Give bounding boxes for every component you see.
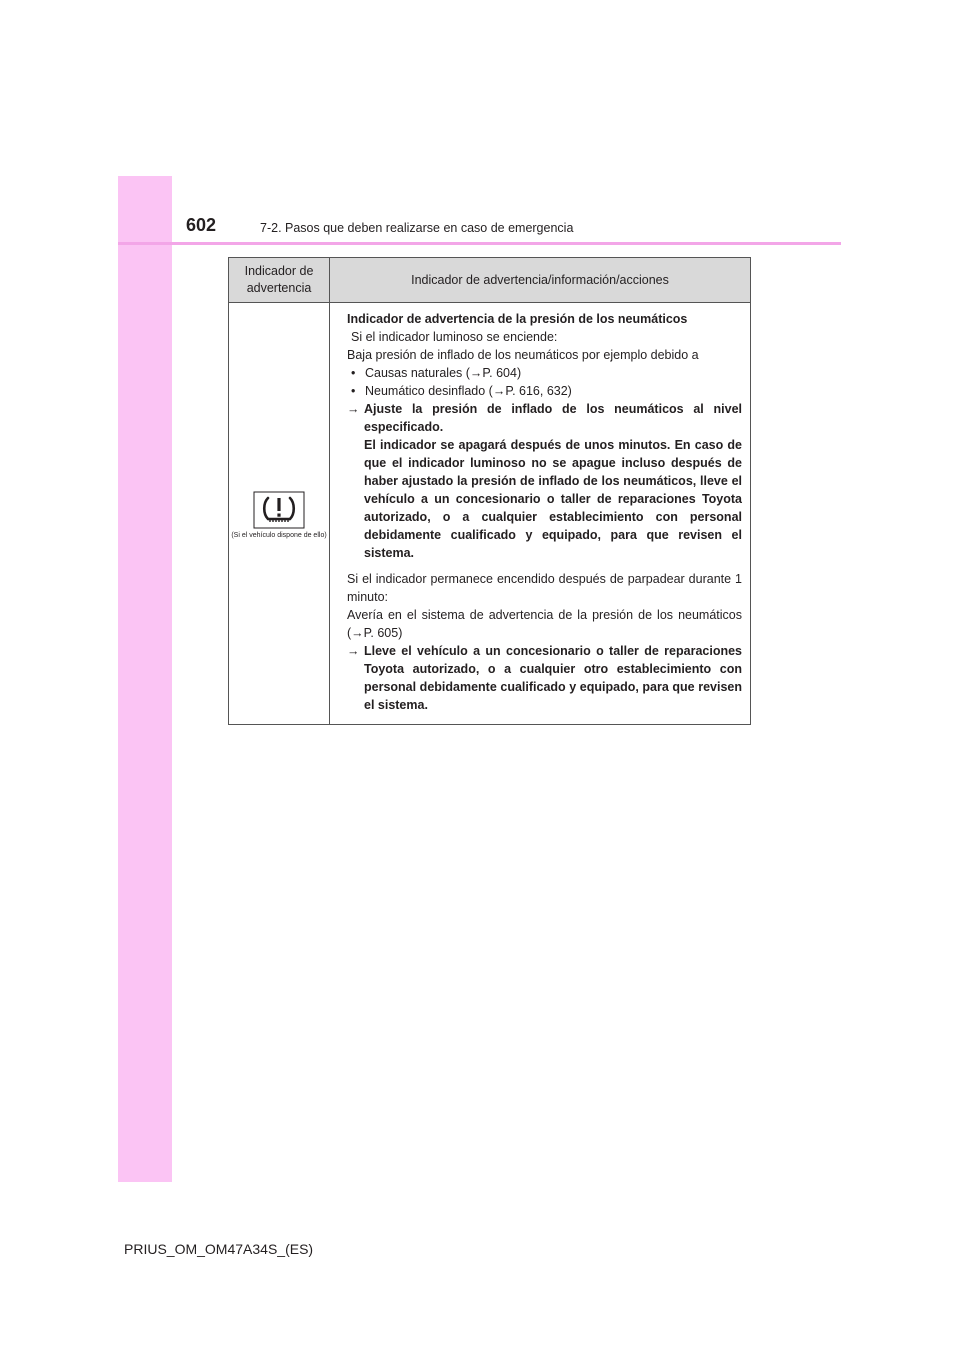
spacer <box>347 562 742 570</box>
bullet-dot: • <box>351 384 356 398</box>
arrow-icon: → <box>347 402 360 416</box>
table-row <box>229 303 751 725</box>
arrow-icon: → <box>347 644 360 658</box>
col-header-indicator: Indicador de advertencia <box>229 258 330 303</box>
document-code: PRIUS_OM_OM47A34S_(ES) <box>124 1241 314 1257</box>
bullet-text: Causas naturales (→P. 604) <box>365 366 522 380</box>
indicator-title: Indicador de advertencia de la presión de los neumáticos <box>347 312 688 326</box>
tire-pressure-warning-icon <box>253 491 305 529</box>
action-1-text <box>364 400 742 562</box>
condition-1: Si el indicador luminoso se enciende: <box>351 330 558 344</box>
col-header-info: Indicador de advertencia/información/acciones <box>330 258 751 303</box>
header-rule <box>118 242 841 245</box>
section-title: 7-2. Pasos que deben realizarse en caso de emergencia <box>260 221 574 235</box>
bullet-dot: • <box>351 366 356 380</box>
table-header-row <box>229 258 751 303</box>
cause-2: Avería en el sistema de advertencia de la presión de los neumáticos (→P. 605) <box>347 608 742 640</box>
bullet-text: Neumático desinflado (→P. 616, 632) <box>365 384 572 398</box>
page-number: 602 <box>186 215 217 235</box>
icon-cell <box>229 303 330 725</box>
info-cell <box>330 303 751 725</box>
action-1-detail: El indicador se apagará después de unos minutos. En caso de que el indicador luminoso no se apague incluso después de haber ajustado la presión de inflado de los neumáticos, lleve el vehículo a un concesionario o taller de reparaciones Toyota autorizado, o a cualquier establecimiento con personal debidamente cualificado y equipado, para que revisen el sistema. <box>364 438 742 560</box>
side-color-band <box>118 176 172 1182</box>
action-2-text: Lleve el vehículo a un concesionario o taller de reparaciones Toyota autorizado, o a cualquier otro establecimiento con personal debidamente cualificado y equipado, para que revisen el sistema. <box>364 644 742 712</box>
cause-intro: Baja presión de inflado de los neumáticos por ejemplo debido a <box>347 348 699 362</box>
condition-2: Si el indicador permanece encendido después de parpadear durante 1 minuto: <box>347 572 742 604</box>
warning-indicator-table <box>228 257 751 725</box>
icon-note: (Si el vehículo dispone de ello) <box>231 532 327 539</box>
action-2 <box>347 642 742 714</box>
bullet-item <box>347 364 742 382</box>
bullet-item <box>347 382 742 400</box>
action-1 <box>347 400 742 562</box>
action-1-main: Ajuste la presión de inflado de los neumáticos al nivel especificado. <box>364 402 742 434</box>
